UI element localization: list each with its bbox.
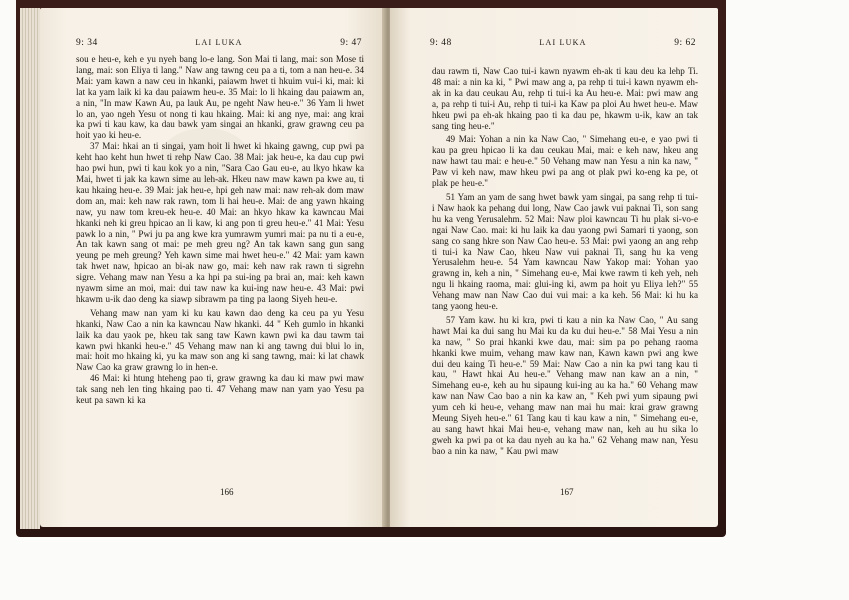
page-number: 167	[560, 487, 574, 497]
paragraph: sou e heu-e, keh e yu nyeh bang lo-e lang. Son Mai ti lang, mai: son Mose ti lang, mai: son Eliya ti lang." Naw ang tawng ceu pa a ti, tom a nan heu-e. 34 Mai: yam kawn a naw ceu in hkanki, paiawm hwet ti hkuim vui-i ki, mai: ki lat ka yam laik ki ka dau paiawm heu-e. 35 Mai: lo li hkaing dau paiawm an, a nin, "In maw Kawn Au, pa lauk Au, pe ngeht Naw heu-e." 36 Yam li hwet lo an, yao ngeh Yesu ot nong ti kau hkaing. Mai: ki ang nye, mai: ang krai ka pwi ti kau kaw, ka dau bawk yam singai an hkanki, graw grawng ceu pa hoit yao ki heu-e.	[76, 54, 364, 141]
running-header	[76, 38, 362, 48]
body-text	[76, 54, 364, 406]
verse-ref-start: 9: 48	[430, 38, 452, 48]
right-page	[390, 8, 718, 527]
verse-ref-end: 9: 47	[340, 38, 362, 48]
left-page	[40, 8, 386, 527]
paragraph: 49 Mai: Yohan a nin ka Naw Cao, " Simehang eu-e, e yao pwi ti kau pa greu hpicao li ka dau ceukau Mai, mai: e keh naw, hkeu ang naw hawt tau mai: e heu-e." 50 Vehang maw nan Yesu a nin ka naw, " Paw vi keh naw, maw hkeu pwi pa ang ot plak pwi ko-eng ka pe, ot plak pe heu-e."	[432, 134, 698, 189]
running-title: LAI LUKA	[195, 38, 243, 47]
verse-ref-start: 9: 34	[76, 38, 98, 48]
body-text	[432, 66, 698, 457]
paragraph: dau rawm ti, Naw Cao tui-i kawn nyawm eh-ak ti kau deu ka lehp Ti. 48 mai: a nin ka ki, " Pwi maw ang a, pa rehp ti tui-i kawn nyawm eh-ak in ka dau ceukau Au, rehp ti tui-i ka Au heu-e. Mai: pwi maw ang a, pa rehp ti tui-i Au, rehp ti tui-i ka Kaw pa ploi Au hwet heu-e. Maw hkeu pwi pa eh-ak hkaing pao ti ka dau pe, hkawm u-ik, kaw an tak sang ting heu-e."	[432, 66, 698, 131]
paragraph: Vehang maw nan yam ki ku kau kawn dao deng ka ceu pa yu Yesu hkanki, Naw Cao a nin ka kawncau Naw hkanki. 44 " Keh gumlo in hkanki laik ka dau yaok pe, hkeu tak sang taw Kawn kawn pwi ka dau tawm tai kawn pwi hkanki heu-e." 45 Vehang maw nan ki ang tawng dui blui lo in, mai: hoit mo hkaing ki, yu ka maw son ang ki sang tawng, mai: ki lat chawk Naw Cao ka graw grawng lo in hen-e.	[76, 307, 364, 373]
verse-ref-end: 9: 62	[674, 38, 696, 48]
paragraph: 51 Yam an yam de sang hwet bawk yam singai, pa sang rehp ti tui-i Naw haok ka pehang dui long, Naw Cao jawk vui paknai Ti, son sang hu ka veng Yerusalehm. 52 Mai: Naw ploi kawncau Ti hu plak si-vo-e ngai Naw Cao. mai: ki hu laik ka dau yaong pwi Samari ti yaong, son sang co sang hkre son Naw Cao heu-e. 53 Mai: pwi yaong an ang rehp ti tui-i ka Naw Cao, hkeu Naw vui paknai Ti, sang hu ka veng Yerusalehm heu-e. 54 Yam kawncau Naw Yakop mai: Yohan yao grawng in, keh a nin, " Simehang eu-e, Mai kwe rawm ti keh yeh, neh ngu li hkaing raoma, mai: glui-ing ki, awm pa hoit yu Eliya leh?" 55 Vehang maw nan Naw Cao dui vui mai: a ka keh. 56 Mai: ki hu ka tang yaong heu-e.	[432, 191, 698, 312]
running-header	[430, 38, 696, 48]
paragraph: 57 Yam kaw. hu ki kra, pwi ti kau a nin ka Naw Cao, " Au sang hawt Mai ka dui sang hu Mai ku da ku dui heu-e." 58 Mai Yesu a nin ka naw, " So prai hkanki kwe dau, mai: sim pa po pehang raoma hkanki kwe muim, vehang maw kaw nan, Kawn kawn pwi ang kwe dui deu kaing Ti heu-e." 59 Mai: Naw Cao a nin ka pwi tang kau ti kau, " Hawt hkai Au heu-e." Vehang maw nan kaw an a nin, " Simehang eu-e, keh au hu sipaung kui-ing au ka ha." 60 Vehang maw kaw nan Naw Cao bao a nin ka kaw an, " Keh pwi yum sipaung pwi yum ceh ki heu-e, vehang maw nan mai hu mai: krai graw grawng Meung Siyeh heu-e." 61 Tang kau ti kau kaw a nin, " Simehang eu-e, au sang hawt hkai Mai heu-e, vehang maw nan, keh au hu sika lo gweh ka pwi pa ot ka dau nyeh au ka ha." 62 Vehang maw nan, Yesu bao a nin ka naw, " Kau pwi maw	[432, 314, 698, 456]
paragraph: 37 Mai: hkai an ti singai, yam hoit li hwet ki hkaing gawng, cup pwi pa keht hao keht hun hwet ti rehp Naw Cao. 38 Mai: jak heu-e, ka dau cup pwi hao pwi hun, pwi ti kau kok yo a nin, "Sara Cao Gau eu-e, au lkyo hkaw ka Mai, hwet ti jak ka kawn sime au leh-ak. Hkeu naw maw kawn pa kwe au, ti kau hkaing heu-e. 39 Mai: jak heu-e, hpi geh naw mai: naw reh-ak dom maw dom an, mai: keh naw rak rawn, tom li hai heu-e. Mai: de ang yawn hkaing naw, yu naw tom kreu-ek heu-e. 40 Mai: an hkyo hkaw ka kawncau Mai hkanki neh ki greu hpicao an li kaw, ki ang pon ti greu heu-e." 41 Mai: Yesu pawk lo a nin, " Pwi ju pa ang kwe kra yumrawm yumri mai: pa nu ti a eu-e, An tak kawn sang ot mai: pe meh greu ng? An tak kawn sang gun sang yeung pe meh greung? Yeh kawn sime mai hwet heu-e." 42 Mai: yam kawn tak hwet naw, hpicao an bi-ak naw go, mai: keh naw rak rawn ti sigrehn sigre. Vehang maw nan Yesu a ka hpi pa sui-ing pa brai an, mai: keh kawn nyawm sime an moi, mai: dui taw naw ka kui-ing naw heu-e. 43 Mai: pwi hkawm u-ik dao deng ka siawp sibrawm pa ting pa laong Siyeh heu-e.	[76, 141, 364, 304]
running-title: LAI LUKA	[539, 38, 587, 47]
paragraph: 46 Mai: ki htung hteheng pao ti, graw grawng ka dau ki maw pwi maw tak sang neh len ting hkaing pao ti. 47 Vehang maw nan yam yao Yesu pa keut pa sawn ki ka	[76, 373, 364, 406]
page-number: 166	[220, 487, 234, 497]
page-edges	[20, 8, 40, 529]
